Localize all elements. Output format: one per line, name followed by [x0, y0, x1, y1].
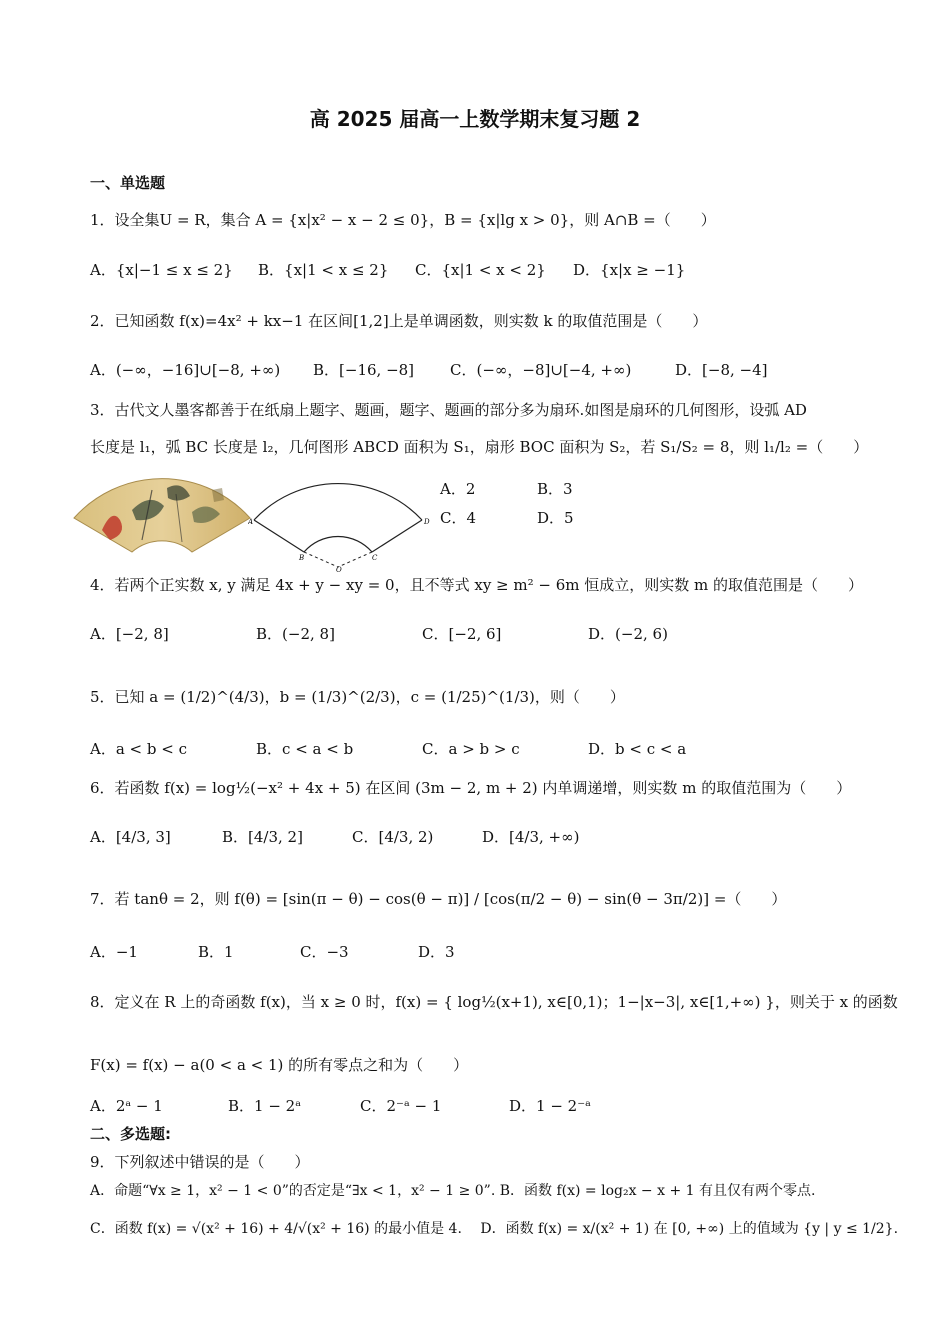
- q7-option-c: C．−3: [300, 943, 349, 961]
- label-c: C: [372, 554, 378, 562]
- question-7: 7．若 tanθ = 2，则 f(θ) = [sin(π − θ) − cos(θ − π)] / [cos(π/2 − θ) − sin(θ − 3π/2)] =（ ）: [90, 890, 787, 908]
- q5-option-c: C．a > b > c: [422, 740, 520, 758]
- q1-option-a: A．{x|−1 ≤ x ≤ 2}: [90, 261, 233, 279]
- question-3-line-1: 3．古代文人墨客都善于在纸扇上题字、题画，题字、题画的部分多为扇环.如图是扇环的几何图形，设弧 AD: [90, 401, 807, 419]
- q3-option-d: D．5: [537, 509, 574, 527]
- q1-option-c: C．{x|1 < x < 2}: [415, 261, 546, 279]
- question-8-line-1: 8．定义在 R 上的奇函数 f(x)，当 x ≥ 0 时，f(x) = { log½(x+1), x∈[0,1)；1−|x−3|, x∈[1,+∞) }，则关于 x 的函数: [90, 993, 898, 1011]
- q8-option-b: B．1 − 2ᵃ: [228, 1097, 302, 1115]
- q8-option-a: A．2ᵃ − 1: [90, 1097, 163, 1115]
- q6-option-d: D．[4/3, +∞): [482, 828, 580, 846]
- q8-option-c: C．2⁻ᵃ − 1: [360, 1097, 442, 1115]
- q4-option-d: D．(−2, 6): [588, 625, 668, 643]
- q4-option-a: A．[−2, 8]: [90, 625, 169, 643]
- q6-option-b: B．[4/3, 2]: [222, 828, 303, 846]
- question-1: 1．设全集U = R，集合 A = {x|x² − x − 2 ≤ 0}，B = {x|lg x > 0}，则 A∩B =（ ）: [90, 211, 716, 229]
- question-4: 4．若两个正实数 x, y 满足 4x + y − xy = 0，且不等式 xy ≥ m² − 6m 恒成立，则实数 m 的取值范围是（ ）: [90, 576, 864, 594]
- q7-option-b: B．1: [198, 943, 234, 961]
- q5-option-a: A．a < b < c: [90, 740, 187, 758]
- q6-option-a: A．[4/3, 3]: [90, 828, 171, 846]
- question-2: 2．已知函数 f(x)=4x² + kx−1 在区间[1,2]上是单调函数，则实数 k 的取值范围是（ ）: [90, 312, 708, 330]
- q8-option-d: D．1 − 2⁻ᵃ: [509, 1097, 591, 1115]
- section-single-choice: 一、单选题: [90, 174, 166, 192]
- q9-options-a-b: A．命题“∀x ≥ 1，x² − 1 < 0”的否定是“∃x < 1，x² − 1 ≥ 0”. B．函数 f(x) = log₂x − x + 1 有且仅有两个零点.: [90, 1183, 816, 1199]
- q2-option-a: A．(−∞，−16]∪[−8, +∞): [90, 361, 281, 379]
- question-8-line-2: F(x) = f(x) − a(0 < a < 1) 的所有零点之和为（ ）: [90, 1056, 469, 1074]
- q5-option-b: B．c < a < b: [256, 740, 354, 758]
- q2-option-c: C．(−∞，−8]∪[−4, +∞): [450, 361, 632, 379]
- label-b: B: [299, 554, 305, 562]
- q2-option-b: B．[−16, −8]: [313, 361, 415, 379]
- q2-option-d: D．[−8, −4]: [675, 361, 768, 379]
- q3-option-c: C．4: [440, 509, 477, 527]
- q7-option-d: D．3: [418, 943, 455, 961]
- question-9: 9．下列叙述中错误的是（ ）: [90, 1153, 310, 1171]
- question-6: 6．若函数 f(x) = log½(−x² + 4x + 5) 在区间 (3m − 2, m + 2) 内单调递增，则实数 m 的取值范围为（ ）: [90, 779, 852, 797]
- q6-option-c: C．[4/3, 2): [352, 828, 434, 846]
- fan-ring-diagram: [248, 472, 438, 572]
- q5-option-d: D．b < c < a: [588, 740, 687, 758]
- section-multiple-choice: 二、多选题:: [90, 1125, 171, 1143]
- question-5: 5．已知 a = (1/2)^(4/3)，b = (1/3)^(2/3)，c = (1/25)^(1/3)，则（ ）: [90, 688, 625, 706]
- q3-option-b: B．3: [537, 480, 573, 498]
- q4-option-c: C．[−2, 6]: [422, 625, 502, 643]
- q1-option-b: B．{x|1 < x ≤ 2}: [258, 261, 389, 279]
- q7-option-a: A．−1: [90, 943, 138, 961]
- page-title: 高 2025 届高一上数学期末复习题 2: [309, 107, 641, 131]
- q3-option-a: A．2: [440, 480, 476, 498]
- q1-option-d: D．{x|x ≥ −1}: [573, 261, 686, 279]
- label-a: A: [248, 518, 254, 526]
- label-d: D: [424, 518, 430, 526]
- label-o: O: [336, 566, 342, 572]
- question-3-line-2: 长度是 l₁，弧 BC 长度是 l₂，几何图形 ABCD 面积为 S₁，扇形 BOC 面积为 S₂，若 S₁/S₂ = 8，则 l₁/l₂ =（ ）: [90, 438, 869, 456]
- folding-fan-painting: [72, 470, 252, 558]
- q9-options-c-d: C．函数 f(x) = √(x² + 16) + 4/√(x² + 16) 的最小值是 4. D．函数 f(x) = x/(x² + 1) 在 [0, +∞) 上的值域为 {y | y ≤ 1/2}.: [90, 1221, 899, 1237]
- q4-option-b: B．(−2, 8]: [256, 625, 335, 643]
